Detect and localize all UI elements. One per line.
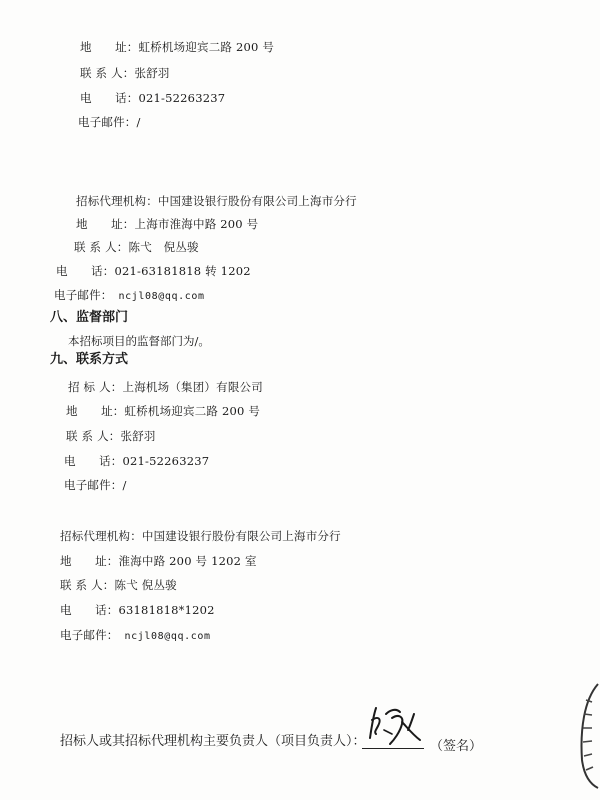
top-contact-label: 联 系 人： [80, 66, 135, 80]
top-email-row [78, 115, 141, 129]
tenderer-row [68, 380, 263, 394]
agency-address-row [60, 554, 257, 568]
top-agency-label: 招标代理机构： [76, 194, 158, 208]
agency-label: 招标代理机构： [60, 529, 142, 543]
top-agency-email-row [54, 288, 205, 304]
tenderer-address-row [66, 404, 260, 418]
agency-phone-value: 63181818*1202 [118, 603, 215, 617]
top-contact-row [80, 66, 170, 80]
top-phone-label: 电 话： [80, 91, 139, 105]
top-phone-row [80, 91, 225, 105]
agency-address-value: 淮海中路 200 号 1202 室 [118, 554, 257, 568]
tenderer-email-label: 电子邮件： [64, 478, 123, 492]
top-agency-contact-label: 联 系 人： [74, 240, 129, 254]
agency-row [60, 529, 341, 543]
top-agency-phone-value: 021-63181818 转 1202 [114, 264, 251, 278]
top-agency-address-value: 上海市淮海中路 200 号 [134, 217, 259, 231]
tenderer-phone-label: 电 话： [64, 454, 123, 468]
top-agency-phone-label: 电 话： [56, 264, 115, 278]
signature-suffix: （签名） [430, 739, 483, 754]
section-9-heading: 九、联系方式 [50, 352, 129, 367]
top-agency-value: 中国建设银行股份有限公司上海市分行 [157, 194, 357, 208]
agency-email-label: 电子邮件： [60, 628, 119, 642]
tenderer-value: 上海机场（集团）有限公司 [122, 380, 263, 394]
partial-seal-stamp [572, 680, 600, 790]
agency-value: 中国建设银行股份有限公司上海市分行 [141, 529, 341, 543]
agency-contact-value: 陈弋 倪丛骏 [114, 578, 177, 592]
tenderer-address-label: 地 址： [66, 404, 125, 418]
top-address-row [80, 40, 274, 54]
top-agency-email-value: ncjl08@qq.com [118, 291, 205, 302]
top-agency-contact-value: 陈弋 倪丛骏 [128, 240, 199, 254]
agency-contact-row [60, 578, 177, 592]
signature-statement: 招标人或其招标代理机构主要负责人（项目负责人）： [60, 734, 366, 749]
top-phone-value: 021-52263237 [138, 91, 226, 105]
tenderer-contact-row [66, 429, 156, 443]
top-agency-address-row [76, 217, 258, 231]
tenderer-email-row [64, 478, 127, 492]
tenderer-contact-label: 联 系 人： [66, 429, 121, 443]
tenderer-contact-value: 张舒羽 [120, 429, 156, 443]
handwritten-signature [362, 700, 432, 752]
top-agency-row [76, 194, 357, 208]
agency-email-row [60, 628, 211, 644]
top-email-value: / [136, 115, 141, 129]
top-agency-address-label: 地 址： [76, 217, 135, 231]
section-8-heading: 八、监督部门 [50, 310, 129, 325]
agency-phone-row [60, 603, 215, 617]
tenderer-phone-value: 021-52263237 [122, 454, 210, 468]
top-agency-email-label: 电子邮件： [54, 288, 113, 302]
agency-address-label: 地 址： [60, 554, 119, 568]
top-address-value: 虹桥机场迎宾二路 200 号 [138, 40, 275, 54]
tenderer-address-value: 虹桥机场迎宾二路 200 号 [124, 404, 261, 418]
agency-contact-label: 联 系 人： [60, 578, 115, 592]
section-8-text: 本招标项目的监督部门为/。 [68, 334, 210, 348]
agency-email-value: ncjl08@qq.com [124, 631, 211, 642]
tenderer-label: 招 标 人： [68, 380, 123, 394]
tenderer-phone-row [64, 454, 209, 468]
top-agency-phone-row [56, 264, 251, 278]
agency-phone-label: 电 话： [60, 603, 119, 617]
top-address-label: 地 址： [80, 40, 139, 54]
top-email-label: 电子邮件： [78, 115, 137, 129]
top-contact-value: 张舒羽 [134, 66, 170, 80]
tenderer-email-value: / [122, 478, 127, 492]
top-agency-contact-row [74, 240, 199, 254]
